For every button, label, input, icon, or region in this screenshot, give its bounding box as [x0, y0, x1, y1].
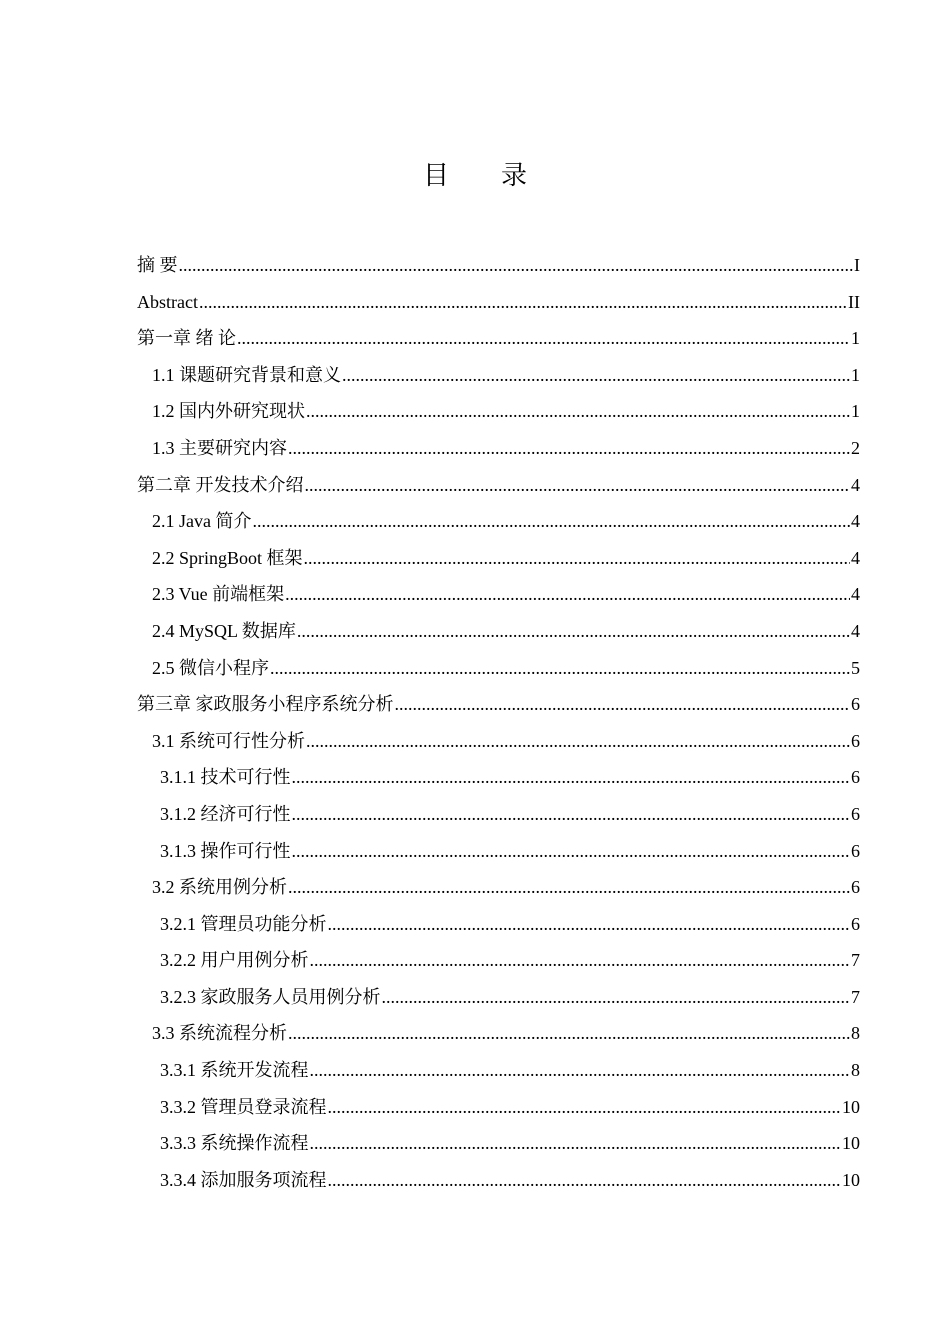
- toc-leader-dots: [305, 467, 851, 504]
- toc-entry-title: 3.3 系统流程分析: [152, 1023, 287, 1044]
- toc-entry[interactable]: [137, 1125, 860, 1162]
- toc-leader-dots: [304, 540, 850, 577]
- toc-entry-title: 2.4 MySQL 数据库: [152, 620, 296, 641]
- toc-entry-page-number: 5: [851, 657, 860, 678]
- toc-entry[interactable]: [137, 430, 860, 467]
- toc-entry-page-number: 7: [851, 986, 860, 1007]
- toc-entry-page-number: 6: [851, 913, 860, 934]
- toc-entry-title: 2.2 SpringBoot 框架: [152, 547, 303, 568]
- toc-entry-title: 3.2.3 家政服务人员用例分析: [160, 986, 381, 1007]
- page-title: 目 录: [422, 161, 527, 190]
- toc-leader-dots: [310, 1052, 851, 1089]
- toc-leader-dots: [342, 357, 850, 394]
- toc-entry-title: 3.2.2 用户用例分析: [160, 950, 309, 971]
- toc-leader-dots: [328, 906, 851, 943]
- toc-entry-title: 1.3 主要研究内容: [152, 437, 287, 458]
- toc-entry-title: 1.1 课题研究背景和意义: [152, 364, 341, 385]
- toc-entry-title: 3.1.3 操作可行性: [160, 840, 291, 861]
- toc-entry-page-number: 4: [851, 547, 860, 568]
- toc-entry-title: 3.2 系统用例分析: [152, 877, 287, 898]
- toc-entry[interactable]: [137, 869, 860, 906]
- toc-entry[interactable]: [137, 393, 860, 430]
- toc-leader-dots: [297, 613, 850, 650]
- toc-entry-page-number: 8: [851, 1060, 860, 1081]
- toc-leader-dots: [328, 1162, 842, 1199]
- toc-entry[interactable]: [137, 576, 860, 613]
- toc-entry[interactable]: [137, 1089, 860, 1126]
- toc-entry-page-number: II: [848, 291, 860, 312]
- toc-entry-page-number: 6: [851, 730, 860, 751]
- toc-entry-page-number: 4: [851, 511, 860, 532]
- toc-entry-title: 第三章 家政服务小程序系统分析: [137, 694, 394, 715]
- toc-entry-title: 1.2 国内外研究现状: [152, 401, 305, 422]
- toc-entry[interactable]: [137, 357, 860, 394]
- toc-entry-page-number: 6: [851, 877, 860, 898]
- toc-entry-title: 第一章 绪 论: [137, 328, 236, 349]
- toc-entry-title: 3.3.2 管理员登录流程: [160, 1096, 327, 1117]
- toc-leader-dots: [395, 686, 851, 723]
- toc-entry-title: 第二章 开发技术介绍: [137, 474, 304, 495]
- toc-entry-page-number: 4: [851, 584, 860, 605]
- toc-leader-dots: [382, 979, 851, 1016]
- toc-entry-page-number: 6: [851, 803, 860, 824]
- toc-entry[interactable]: [137, 540, 860, 577]
- toc-leader-dots: [285, 576, 850, 613]
- toc-leader-dots: [292, 796, 851, 833]
- toc-leader-dots: [288, 1015, 850, 1052]
- toc-entry-title: 2.1 Java 简介: [152, 511, 252, 532]
- toc-entry-page-number: 2: [851, 437, 860, 458]
- toc-entry[interactable]: [137, 650, 860, 687]
- toc-entry-page-number: 10: [842, 1133, 860, 1154]
- toc-leader-dots: [306, 393, 850, 430]
- toc-entry[interactable]: [137, 467, 860, 504]
- toc-leader-dots: [292, 759, 851, 796]
- toc-leader-dots: [328, 1089, 842, 1126]
- toc-leader-dots: [292, 833, 851, 870]
- toc-entry-title: 2.3 Vue 前端框架: [152, 584, 285, 605]
- toc-entry-title: Abstract: [137, 291, 198, 312]
- toc-entry[interactable]: [137, 284, 860, 321]
- toc-entry-page-number: 6: [851, 767, 860, 788]
- toc-entry-page-number: 1: [851, 401, 860, 422]
- toc-leader-dots: [288, 869, 850, 906]
- toc-entry[interactable]: [137, 686, 860, 723]
- toc-entry[interactable]: [137, 979, 860, 1016]
- toc-entry-title: 2.5 微信小程序: [152, 657, 269, 678]
- toc-entry-title: 摘 要: [137, 255, 178, 275]
- toc-entry-page-number: 8: [851, 1023, 860, 1044]
- toc-entry-title: 3.2.1 管理员功能分析: [160, 913, 327, 934]
- toc-entry-page-number: 10: [842, 1169, 860, 1190]
- toc-leader-dots: [288, 430, 850, 467]
- toc-entry-page-number: 4: [851, 474, 860, 495]
- toc-entry[interactable]: [137, 942, 860, 979]
- toc-entry-page-number: 6: [851, 694, 860, 715]
- toc-entry-page-number: 6: [851, 840, 860, 861]
- toc-entry[interactable]: [137, 613, 860, 650]
- toc-entry-page-number: 4: [851, 620, 860, 641]
- toc-entry-title: 3.3.1 系统开发流程: [160, 1060, 309, 1081]
- toc-entry-title: 3.3.3 系统操作流程: [160, 1133, 309, 1154]
- toc-entry[interactable]: [137, 320, 860, 357]
- toc-entry[interactable]: [137, 759, 860, 796]
- toc-leader-dots: [306, 723, 850, 760]
- toc-leader-dots: [179, 247, 854, 284]
- toc-entry[interactable]: [137, 906, 860, 943]
- table-of-contents: [137, 247, 860, 1198]
- toc-entry-page-number: 7: [851, 950, 860, 971]
- toc-entry[interactable]: [137, 1015, 860, 1052]
- toc-entry[interactable]: [137, 723, 860, 760]
- toc-leader-dots: [237, 320, 850, 357]
- toc-entry-title: 3.3.4 添加服务项流程: [160, 1169, 327, 1190]
- toc-entry[interactable]: [137, 247, 860, 284]
- toc-entry-title: 3.1.1 技术可行性: [160, 767, 291, 788]
- toc-entry[interactable]: [137, 796, 860, 833]
- toc-leader-dots: [310, 1125, 842, 1162]
- toc-entry-page-number: 1: [851, 364, 860, 385]
- toc-entry[interactable]: [137, 1162, 860, 1199]
- toc-entry[interactable]: [137, 1052, 860, 1089]
- toc-entry-page-number: 10: [842, 1096, 860, 1117]
- toc-leader-dots: [310, 942, 851, 979]
- toc-entry[interactable]: [137, 503, 860, 540]
- toc-entry-title: 3.1.2 经济可行性: [160, 803, 291, 824]
- toc-leader-dots: [270, 650, 850, 687]
- toc-entry-page-number: I: [854, 255, 860, 275]
- toc-entry[interactable]: [137, 833, 860, 870]
- toc-leader-dots: [252, 503, 850, 540]
- toc-entry-page-number: 1: [851, 328, 860, 349]
- toc-leader-dots: [199, 284, 847, 321]
- toc-entry-title: 3.1 系统可行性分析: [152, 730, 305, 751]
